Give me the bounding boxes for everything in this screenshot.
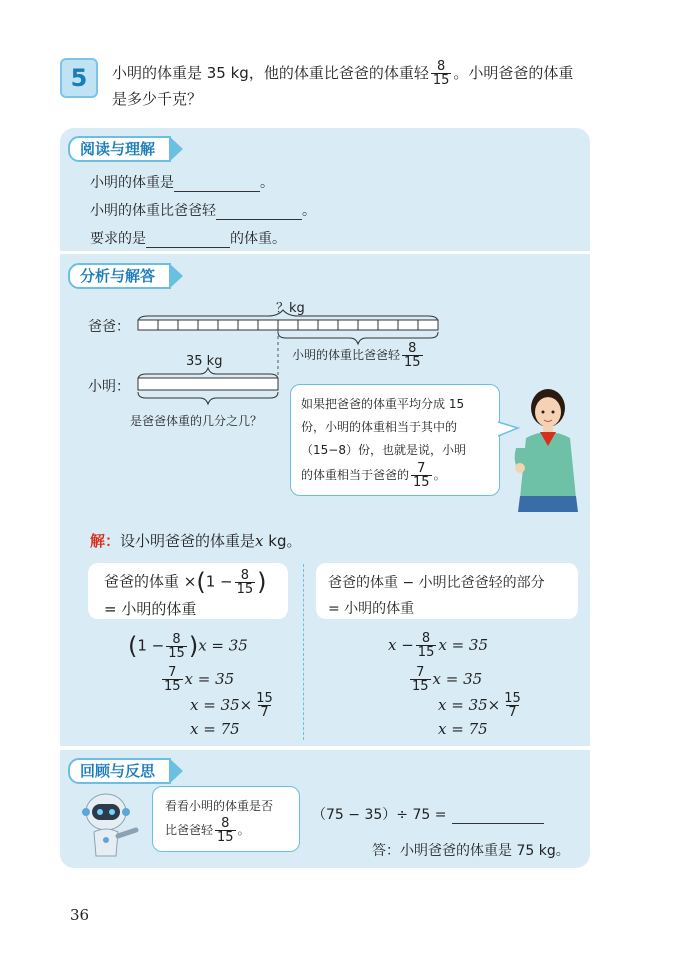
- fraction-numerator: 8: [408, 341, 417, 356]
- hint-bubble: [290, 384, 500, 496]
- hint-line4-text: 的体重相当于爸爸的: [301, 468, 410, 482]
- left-hint1-text: 爸爸的体重 ×: [104, 572, 197, 591]
- left-hint-line1: 爸爸的体重 ×(1 − $\frac{8}{15}$ ): [104, 567, 267, 597]
- hint-fraction: [411, 462, 432, 489]
- dad-bar: [138, 320, 438, 330]
- left-eq1-rhs: x = 35: [198, 636, 248, 655]
- right-hint-line2: = 小明的体重: [328, 601, 415, 617]
- fraction-numerator: 8: [421, 631, 431, 646]
- fraction-numerator: 8: [436, 59, 446, 74]
- right-eq2-rhs: x = 35: [432, 670, 483, 688]
- right-eq4: x = 75: [438, 720, 488, 738]
- read-line3-b: 的体重。: [230, 231, 286, 247]
- fraction-numerator: 8: [221, 816, 230, 831]
- right-eq3-text: x = 35×: [438, 696, 501, 714]
- dad-top-label: ？kg: [276, 301, 305, 316]
- fraction-denominator: 15: [412, 679, 429, 694]
- page-number: 36: [70, 906, 90, 924]
- dad-label: 爸爸：: [88, 319, 130, 335]
- review-bubble-line2: [165, 817, 287, 844]
- blank[interactable]: [174, 177, 260, 192]
- left-eq1: (1 − $\frac{8}{15}$ )x = 35: [128, 631, 248, 661]
- left-eq3-text: x = 35×: [190, 696, 253, 714]
- problem-text: [112, 60, 612, 111]
- hint-line4-end: 。: [433, 468, 446, 482]
- blank[interactable]: [146, 233, 230, 248]
- ming-note: 是爸爸体重的几分之几？: [130, 414, 263, 428]
- hint-line1: 如果把爸爸的体重平均分成 15: [301, 397, 465, 411]
- fraction-denominator: 15: [164, 679, 181, 694]
- fraction-numerator: 15: [504, 691, 521, 706]
- read-line1-text: 小明的体重是: [90, 175, 174, 191]
- review-bubble-end: 。: [237, 823, 250, 837]
- review-bubble-fraction: [215, 817, 236, 844]
- left-eq2-fraction: [162, 666, 183, 693]
- fraction-numerator: 8: [240, 567, 250, 583]
- dad-note-text: 小明的体重比爸爸轻: [292, 348, 401, 362]
- ming-weight: 35 kg: [186, 354, 223, 369]
- fraction-denominator: 15: [413, 475, 430, 490]
- right-eq3: [438, 692, 525, 719]
- left-eq1-one: 1 −: [137, 636, 165, 655]
- right-eq1-b: x = 35: [438, 636, 488, 654]
- hint-line2: 份，小明的体重相当于其中的: [301, 420, 458, 434]
- right-eq1: [388, 632, 488, 659]
- fraction-denominator: 7: [508, 705, 517, 720]
- read-line2-text: 小明的体重比爸爸轻: [90, 203, 216, 219]
- fraction-denominator: 15: [404, 355, 421, 370]
- read-line3: [90, 228, 286, 248]
- problem-number-badge: [60, 58, 98, 98]
- solution-text: 设小明爸爸的体重是: [120, 532, 256, 550]
- blank[interactable]: [216, 205, 302, 220]
- fraction-denominator: 15: [417, 645, 435, 660]
- review-bubble-line2-text: 比爸爸轻: [165, 823, 214, 837]
- read-line3-a: 要求的是: [90, 231, 146, 247]
- fraction-denominator: 15: [217, 830, 234, 845]
- read-line2: [90, 200, 316, 220]
- fraction-numerator: 7: [416, 665, 425, 680]
- hint-line4: [301, 462, 489, 489]
- right-eq1-fraction: [416, 632, 437, 659]
- review-check-text: （75 − 35）÷ 75 =: [312, 807, 447, 823]
- right-eq2: [408, 666, 482, 693]
- right-eq3-fraction: [502, 692, 523, 719]
- left-eq4: x = 75: [190, 720, 240, 738]
- problem-number: 5: [70, 64, 88, 92]
- read-tag: 阅读与理解: [68, 136, 171, 162]
- read-line1-end: 。: [260, 175, 274, 191]
- fraction-numerator: 15: [256, 691, 273, 706]
- fraction-numerator: 7: [417, 461, 426, 476]
- review-answer-blank[interactable]: [452, 809, 544, 824]
- fraction-denominator: 15: [236, 581, 254, 597]
- left-eq3-fraction: [254, 692, 275, 719]
- review-check: [312, 804, 544, 824]
- girl-illustration: [512, 386, 584, 514]
- solution-var: x: [255, 532, 264, 550]
- hint-line3: （15−8）份，也就是说，小明: [301, 443, 466, 457]
- solution-unit: kg。: [263, 532, 302, 550]
- ming-bar: [138, 378, 278, 390]
- right-eq2-fraction: [410, 666, 431, 693]
- right-hint-line1: 爸爸的体重 − 小明比爸爸轻的部分: [328, 575, 545, 591]
- review-bubble-line1: 看看小明的体重是否: [165, 799, 274, 813]
- solution-label: 解：: [90, 532, 121, 550]
- fraction-denominator: 15: [432, 73, 450, 88]
- review-tag: 回顾与反思: [68, 758, 171, 784]
- robot-illustration: [78, 790, 144, 860]
- dad-note: [292, 342, 425, 369]
- review-answer: 答：小明爸爸的体重是 75 kg。: [372, 843, 570, 859]
- problem-line1-a: 小明的体重是 35 kg，他的体重比爸爸的体重轻: [112, 64, 429, 82]
- read-line1: [90, 172, 274, 192]
- fraction-numerator: 8: [172, 631, 181, 647]
- read-line2-end: 。: [302, 203, 316, 219]
- fraction-numerator: 7: [168, 665, 177, 680]
- ming-bottom-brace: [138, 392, 278, 404]
- solution-intro: [90, 530, 301, 551]
- ming-label: 小明：: [88, 379, 130, 395]
- left-hint1-one: 1 −: [205, 572, 233, 591]
- left-eq1-fraction: [166, 633, 187, 660]
- dad-note-fraction: [402, 342, 423, 369]
- left-eq3: [190, 692, 277, 719]
- methods-separator: [303, 564, 304, 740]
- problem-line1-b: 。小明爸爸的体重: [453, 64, 574, 82]
- analyze-tag: 分析与解答: [68, 263, 171, 289]
- left-hint-fraction: [235, 569, 256, 596]
- problem-line2: 是多少千克？: [112, 90, 203, 108]
- left-hint-line2: = 小明的体重: [104, 600, 197, 618]
- problem-fraction: [431, 60, 452, 87]
- left-eq2: [160, 666, 234, 693]
- left-eq2-rhs: x = 35: [184, 670, 235, 688]
- right-eq1-a: x −: [388, 636, 414, 654]
- fraction-denominator: 7: [260, 705, 269, 720]
- fraction-denominator: 15: [168, 645, 185, 661]
- review-bubble: [152, 786, 300, 852]
